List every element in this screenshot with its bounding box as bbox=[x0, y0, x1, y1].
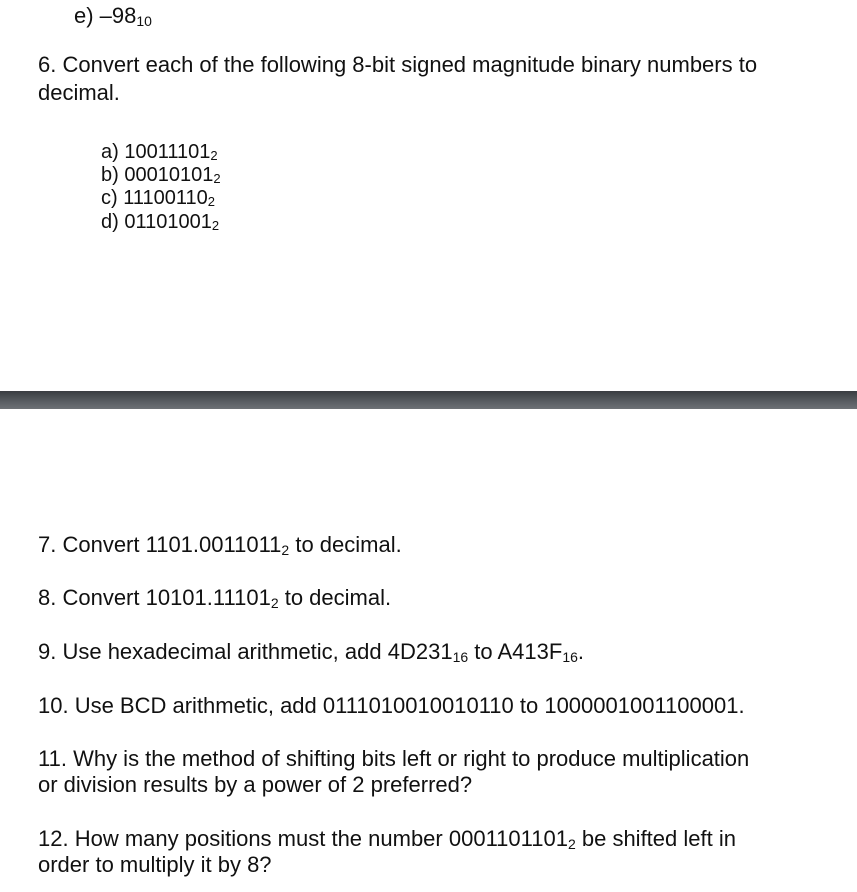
question-5e bbox=[74, 3, 152, 31]
q6-item-b-text: b) 00010101 bbox=[101, 164, 214, 186]
question-9 bbox=[38, 639, 584, 667]
q6-item-a-sub: 2 bbox=[210, 148, 218, 163]
q6-item-c bbox=[101, 186, 215, 212]
question-7 bbox=[38, 532, 402, 560]
q11-line1: 11. Why is the method of shifting bits left or right to produce multiplication bbox=[38, 746, 750, 771]
q6-item-d-sub: 2 bbox=[211, 218, 220, 233]
page-divider bbox=[0, 391, 857, 409]
q11-line2: or division results by a power of 2 preferred? bbox=[38, 772, 473, 797]
q8-subscript: 2 bbox=[270, 595, 279, 611]
q12-text: 12. How many positions must the number 0001101101 bbox=[38, 826, 568, 851]
q12-subscript: 2 bbox=[567, 836, 576, 852]
q7-text-end: to decimal. bbox=[289, 532, 402, 557]
q8-text: 8. Convert 10101.11101 bbox=[38, 585, 271, 610]
q9-subscript-1: 16 bbox=[452, 649, 469, 665]
q12-line2: order to multiply it by 8? bbox=[38, 852, 272, 877]
q6-item-b-sub: 2 bbox=[213, 171, 221, 186]
q5e-text: e) –98 bbox=[74, 3, 137, 28]
q9-text-end: . bbox=[577, 639, 585, 664]
question-10: 10. Use BCD arithmetic, add 0111010010010110 to 1000001001100001. bbox=[38, 693, 745, 718]
q12-line1 bbox=[38, 826, 736, 854]
q6-item-d-text: d) 01101001 bbox=[101, 211, 212, 233]
q5e-subscript: 10 bbox=[136, 13, 152, 29]
q9-subscript-2: 16 bbox=[562, 649, 578, 665]
q9-text-mid: to A413F bbox=[468, 639, 563, 664]
q6-line2: decimal. bbox=[38, 80, 120, 105]
q9-text: 9. Use hexadecimal arithmetic, add 4D231 bbox=[38, 639, 453, 664]
q7-text: 7. Convert 1101.0011011 bbox=[38, 532, 282, 557]
q6-line1: 6. Convert each of the following 8-bit signed magnitude binary numbers to bbox=[38, 52, 758, 77]
q7-subscript: 2 bbox=[281, 542, 290, 558]
q6-item-a-text: a) 10011101 bbox=[101, 141, 211, 163]
q6-item-d bbox=[101, 210, 219, 236]
q6-item-c-text: c) 11100110 bbox=[101, 187, 208, 209]
q8-text-end: to decimal. bbox=[278, 585, 392, 610]
q6-item-c-sub: 2 bbox=[207, 194, 215, 209]
q12-text-end: be shifted left in bbox=[575, 826, 736, 851]
question-8 bbox=[38, 585, 391, 613]
